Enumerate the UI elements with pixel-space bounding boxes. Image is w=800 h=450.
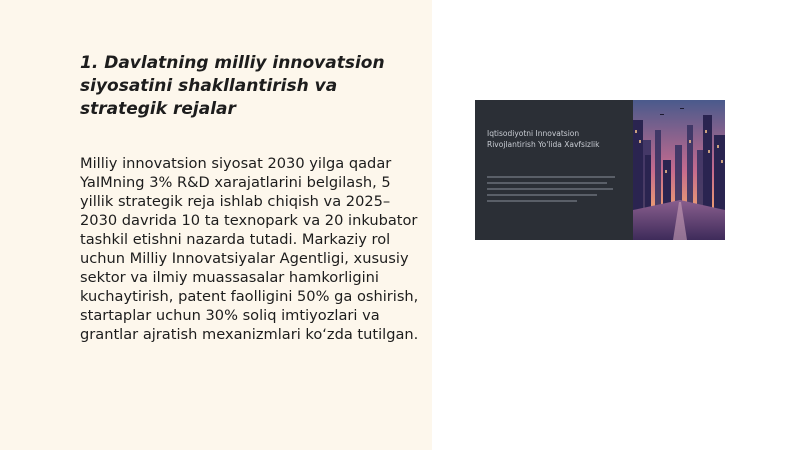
thumbnail-dark-panel [475, 100, 633, 240]
slide-heading: 1. Davlatning milliy innovatsion siyosatini shakllantirish va strategik rejalar [80, 53, 385, 119]
city-illustration [475, 100, 725, 240]
slide-thumbnail-image [475, 100, 725, 240]
thumbnail-title: Iqtisodiyotni Innovatsion Rivojlantirish Yo'lida Xavfsizlik [487, 129, 600, 149]
slide-body-text: Milliy innovatsion siyosat 2030 yilga qadar YaIMning 3% R&D xarajatlarini belgilash, 5 yillik strategik reja ishlab chiqish va 2025–2030 davrida 10 ta texnopark va 20 inkubator tashkil etishni nazarda tutadi. Markaziy rol uchun Milliy Innovatsiyalar Agentligi, xususiy sektor va ilmiy muassasalar hamkorligini kuchaytirish, patent faolligini 50% ga oshirish, startaplar uchun 30% soliq imtiyozlari va grantlar ajratish mexanizmlari ko‘zda tutilgan. [80, 155, 419, 343]
